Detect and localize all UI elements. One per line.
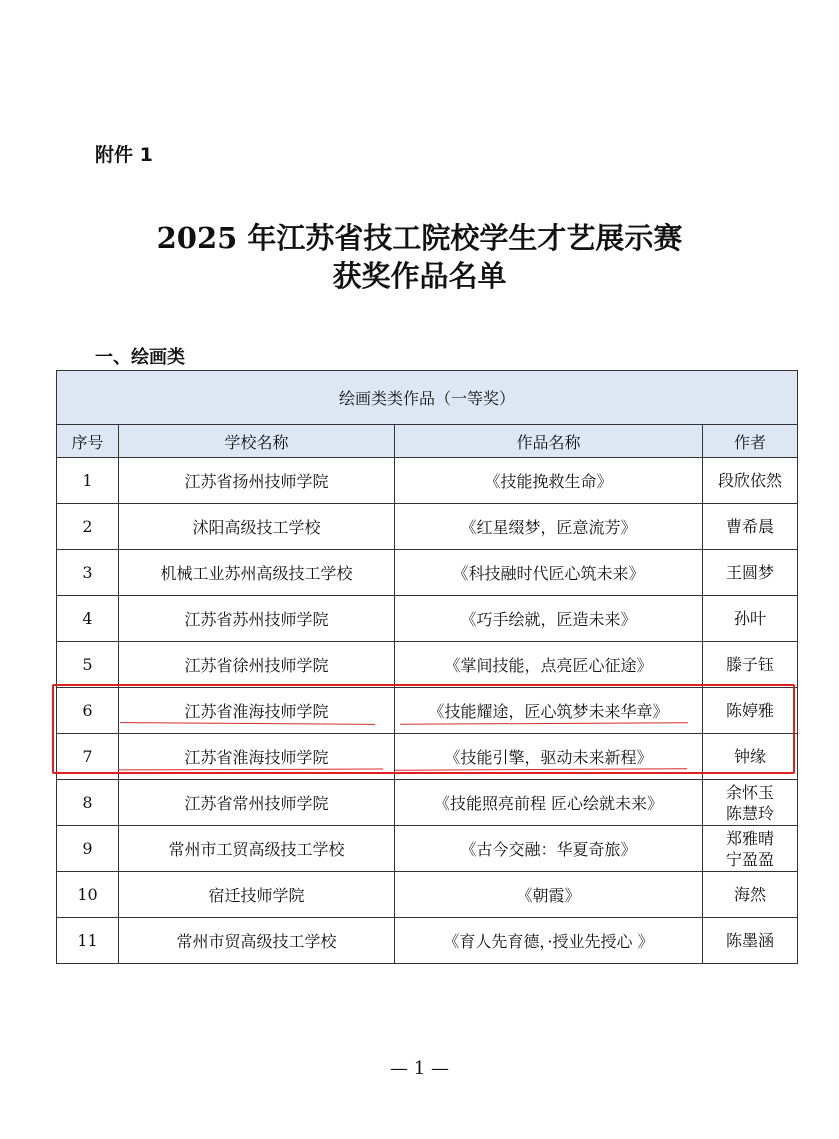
row-no: 2 <box>57 504 119 550</box>
row-work: 《古今交融：华夏奇旅》 <box>395 826 703 872</box>
row-no: 4 <box>57 596 119 642</box>
row-work: 《红星缀梦，匠意流芳》 <box>395 504 703 550</box>
table-header-row <box>57 425 798 458</box>
row-school: 江苏省淮海技师学院 <box>119 734 395 780</box>
row-school: 江苏省徐州技师学院 <box>119 642 395 688</box>
table-row <box>57 872 798 918</box>
table-row <box>57 780 798 826</box>
row-author: 王圆梦 <box>703 550 798 596</box>
row-school: 江苏省淮海技师学院 <box>119 688 395 734</box>
row-author-1: 余怀玉 <box>726 782 775 802</box>
header-school: 学校名称 <box>119 425 395 458</box>
row-work: 《技能挽救生命》 <box>395 458 703 504</box>
row-no: 1 <box>57 458 119 504</box>
row-school: 常州市工贸高级技工学校 <box>119 826 395 872</box>
table-caption: 绘画类类作品（一等奖） <box>57 371 798 425</box>
row-school: 江苏省扬州技师学院 <box>119 458 395 504</box>
row-work: 《朝霞》 <box>395 872 703 918</box>
row-author <box>703 826 798 872</box>
row-author-2: 宁盈盈 <box>726 849 775 869</box>
table-row <box>57 458 798 504</box>
row-author: 滕子钰 <box>703 642 798 688</box>
header-author: 作者 <box>703 425 798 458</box>
table-row <box>57 504 798 550</box>
document-title-line2: 获奖作品名单 <box>332 259 507 293</box>
row-no: 10 <box>57 872 119 918</box>
row-work: 《掌间技能，点亮匠心征途》 <box>395 642 703 688</box>
row-no: 9 <box>57 826 119 872</box>
row-school: 江苏省常州技师学院 <box>119 780 395 826</box>
row-no: 8 <box>57 780 119 826</box>
row-work: 《科技融时代匠心筑未来》 <box>395 550 703 596</box>
table-row <box>57 550 798 596</box>
row-author: 陈墨涵 <box>703 918 798 964</box>
header-no: 序号 <box>57 425 119 458</box>
row-school: 江苏省苏州技师学院 <box>119 596 395 642</box>
row-school: 沭阳高级技工学校 <box>119 504 395 550</box>
row-no: 11 <box>57 918 119 964</box>
row-author <box>703 780 798 826</box>
row-author: 陈婷雅 <box>703 688 798 734</box>
attachment-label: 附件 1 <box>95 144 153 166</box>
header-work: 作品名称 <box>395 425 703 458</box>
table-caption-row <box>57 371 798 425</box>
row-author: 曹希晨 <box>703 504 798 550</box>
row-author-2: 陈慧玲 <box>726 803 775 823</box>
row-work: 《巧手绘就，匠造未来》 <box>395 596 703 642</box>
row-no: 3 <box>57 550 119 596</box>
row-author-1: 郑雅晴 <box>726 828 775 848</box>
awards-table <box>56 370 798 964</box>
row-school: 常州市贸高级技工学校 <box>119 918 395 964</box>
row-work: 《技能照亮前程 匠心绘就未来》 <box>395 780 703 826</box>
row-school: 机械工业苏州高级技工学校 <box>119 550 395 596</box>
row-no: 7 <box>57 734 119 780</box>
row-author: 段欣依然 <box>703 458 798 504</box>
table-row <box>57 596 798 642</box>
page-number: — 1 — <box>390 1058 449 1079</box>
highlight-box <box>52 684 795 774</box>
row-school: 宿迁技师学院 <box>119 872 395 918</box>
row-work: 《技能耀途，匠心筑梦未来华章》 <box>395 688 703 734</box>
table-row <box>57 918 798 964</box>
table-row <box>57 642 798 688</box>
row-author: 钟缘 <box>703 734 798 780</box>
document-title-line1: 2025 年江苏省技工院校学生才艺展示赛 <box>156 221 683 255</box>
row-author: 海然 <box>703 872 798 918</box>
row-work: 《育人先育德，·授业先授心 》 <box>395 918 703 964</box>
row-no: 5 <box>57 642 119 688</box>
section-heading: 一、绘画类 <box>95 347 185 368</box>
table-row <box>57 826 798 872</box>
row-author: 孙叶 <box>703 596 798 642</box>
row-no: 6 <box>57 688 119 734</box>
row-work: 《技能引擎，驱动未来新程》 <box>395 734 703 780</box>
